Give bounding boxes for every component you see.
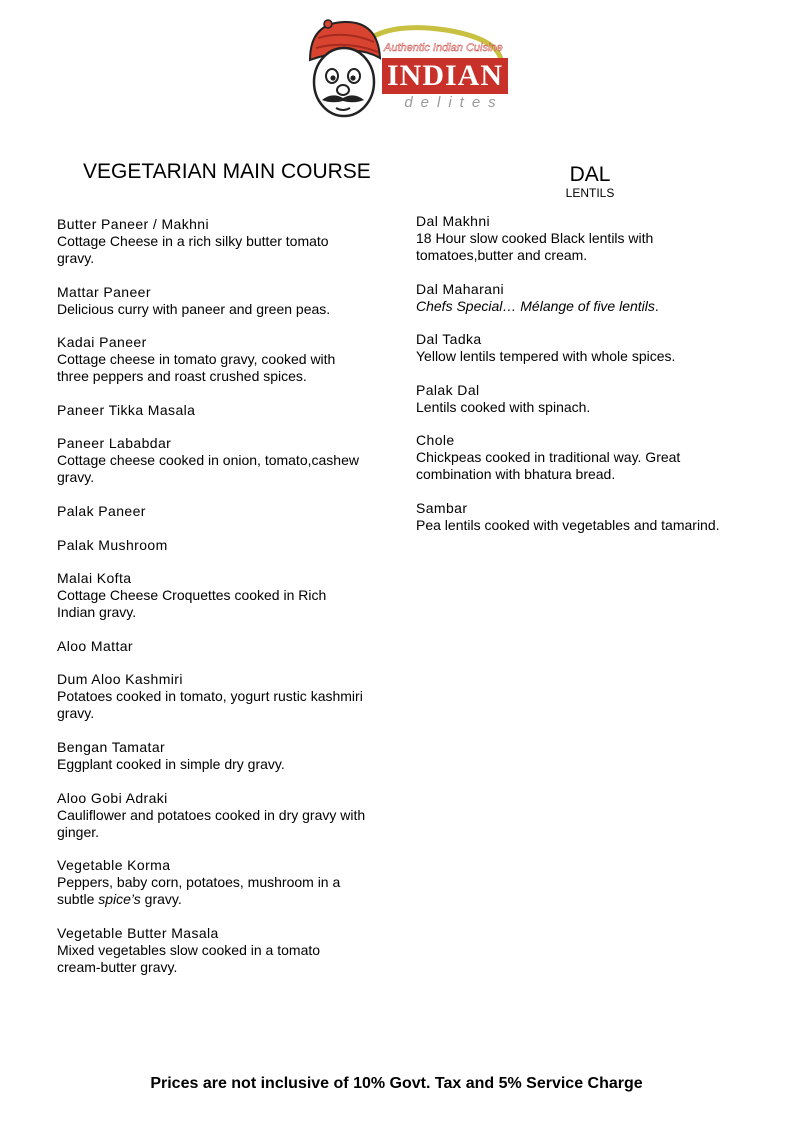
- menu-item: [57, 925, 367, 976]
- dal-heading: [470, 164, 710, 200]
- menu-item: [57, 570, 367, 621]
- dish-name: Aloo Gobi Adraki: [57, 789, 168, 806]
- dish-name: Dum Aloo Kashmiri: [57, 671, 183, 688]
- desc-part: Peppers, baby corn, potatoes, mushroom in a subtle: [57, 874, 341, 908]
- dish-name: Dal Maharani: [416, 280, 505, 297]
- price-disclaimer: Prices are not inclusive of 10% Govt. Tax and 5% Service Charge: [150, 1075, 643, 1092]
- menu-item: [416, 432, 726, 483]
- dish-name: Dal Makhni: [416, 213, 491, 229]
- dish-description: Delicious curry with paneer and green peas.: [57, 300, 331, 317]
- dish-name: Bengan Tamatar: [57, 738, 166, 755]
- menu-item: [57, 503, 367, 520]
- dish-description: Cauliflower and potatoes cooked in dry gravy with ginger.: [57, 806, 366, 840]
- dish-description: [57, 874, 367, 908]
- menu-item: [416, 500, 726, 534]
- menu-item: [57, 739, 367, 773]
- dish-description: [416, 298, 726, 315]
- dish-name: Palak Paneer: [57, 502, 146, 519]
- menu-item: [57, 334, 367, 385]
- menu-item: [57, 537, 367, 554]
- desc-part: .: [654, 297, 659, 314]
- dal-menu-list: [416, 213, 726, 551]
- desc-emphasis: spice’s: [98, 891, 141, 908]
- dish-name: Mattar Paneer: [57, 283, 151, 300]
- vegetarian-menu-list: [57, 216, 367, 992]
- menu-item: [57, 216, 367, 267]
- dish-name: Malai Kofta: [57, 570, 132, 587]
- menu-item: [57, 790, 367, 841]
- menu-item: [57, 402, 367, 419]
- dish-description: Eggplant cooked in simple dry gravy.: [57, 755, 285, 772]
- dish-description: Cottage cheese in tomato gravy, cooked with three peppers and roast crushed spices.: [57, 351, 336, 385]
- menu-item: [57, 284, 367, 318]
- vegetarian-heading: VEGETARIAN MAIN COURSE: [83, 160, 371, 183]
- dish-name: Palak Dal: [416, 381, 480, 398]
- menu-item: [57, 435, 367, 486]
- dish-description: 18 Hour slow cooked Black lentils with tomatoes,butter and cream.: [416, 230, 654, 263]
- dish-description: Cottage Cheese Croquettes cooked in Rich Indian gravy.: [57, 587, 327, 621]
- logo-tagline: Authentic Indian Cuisine: [384, 42, 503, 54]
- menu-item: [57, 671, 367, 722]
- dish-description: Cottage Cheese in a rich silky butter tomato gravy.: [57, 233, 329, 266]
- dish-name: Palak Mushroom: [57, 536, 168, 553]
- menu-item: [416, 281, 726, 315]
- dal-title: DAL: [569, 163, 611, 186]
- menu-item: [416, 331, 726, 365]
- dish-name: Sambar: [416, 499, 468, 516]
- dish-name: Butter Paneer / Makhni: [57, 216, 209, 232]
- dish-description: Pea lentils cooked with vegetables and tamarind.: [416, 516, 720, 533]
- desc-part: gravy.: [140, 891, 182, 908]
- dish-name: Chole: [416, 432, 455, 449]
- dish-name: Aloo Mattar: [57, 637, 133, 654]
- menu-item: [416, 213, 726, 264]
- dish-description: Mixed vegetables slow cooked in a tomato cream-butter gravy.: [57, 941, 321, 975]
- dish-description: Potatoes cooked in tomato, yogurt rustic kashmiri gravy.: [57, 688, 363, 722]
- dish-description: Cottage cheese cooked in onion, tomato,cashew gravy.: [57, 452, 359, 486]
- logo-sub: delites: [404, 94, 504, 111]
- dish-description: Lentils cooked with spinach.: [416, 398, 591, 415]
- desc-emphasis: Chefs Special… Mélange of five lentils: [416, 297, 655, 314]
- dish-name: Paneer Tikka Masala: [57, 401, 196, 418]
- dal-subtitle: LENTILS: [565, 186, 615, 200]
- dish-name: Vegetable Korma: [57, 857, 171, 874]
- dish-name: Dal Tadka: [416, 331, 482, 348]
- dish-description: Yellow lentils tempered with whole spices.: [416, 348, 676, 365]
- dish-name: Vegetable Butter Masala: [57, 924, 219, 941]
- menu-item: [416, 382, 726, 416]
- menu-item: [57, 857, 367, 908]
- restaurant-logo: [306, 18, 514, 120]
- dish-name: Kadai Paneer: [57, 334, 147, 351]
- dish-name: Paneer Lababdar: [57, 435, 172, 452]
- dish-description: Chickpeas cooked in traditional way. Great combination with bhatura bread.: [416, 449, 681, 483]
- menu-item: [57, 638, 367, 655]
- logo-brand: INDIAN: [386, 59, 503, 92]
